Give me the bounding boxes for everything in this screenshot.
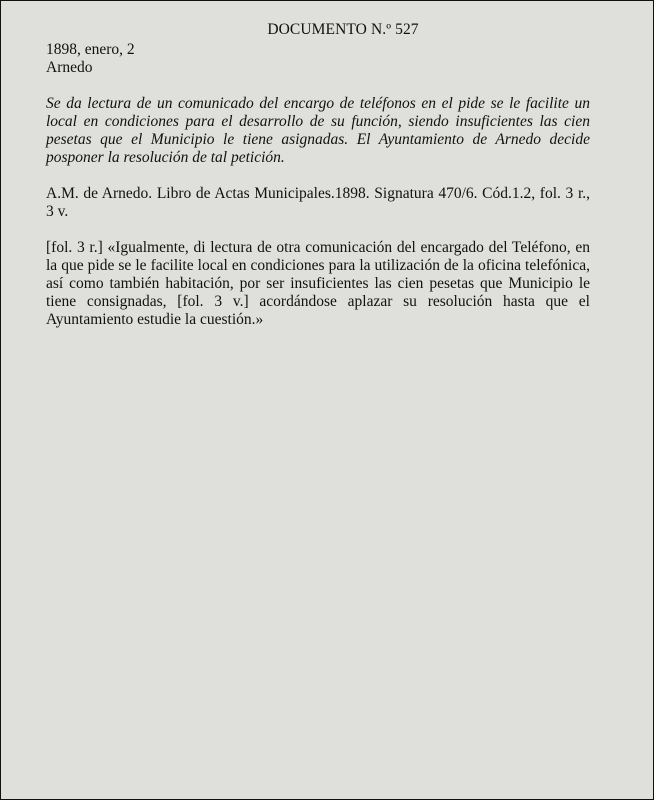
- document-place: Arnedo: [46, 59, 93, 76]
- document-transcription: [fol. 3 r.] «Igualmente, di lectura de otra comunicación del encargado del Teléfono, en la que pide se le facilite local en condiciones para la utilización de la oficina telefónica, así como también habitación, por ser insuficientes las cien pesetas que Municipio le tiene consignadas, [fol. 3 v.] acordándose aplazar su resolución hasta que el Ayuntamiento estudie la cuestión.»: [46, 239, 590, 328]
- document-summary: Se da lectura de un comunicado del encargo de teléfonos en el pide se le facilite un local en condiciones para el desarrollo de su función, siendo insuficientes las cien pesetas que el Municipio le tiene asignadas. El Ayuntamiento de Arnedo decide posponer la resolución de tal petición.: [46, 95, 590, 166]
- document-source-reference: A.M. de Arnedo. Libro de Actas Municipales.1898. Signatura 470/6. Cód.1.2, fol. 3 r., 3 v.: [46, 185, 590, 220]
- document-date: 1898, enero, 2: [46, 41, 135, 58]
- document-content: [46, 21, 590, 329]
- document-title: DOCUMENTO N.º 527: [267, 21, 419, 38]
